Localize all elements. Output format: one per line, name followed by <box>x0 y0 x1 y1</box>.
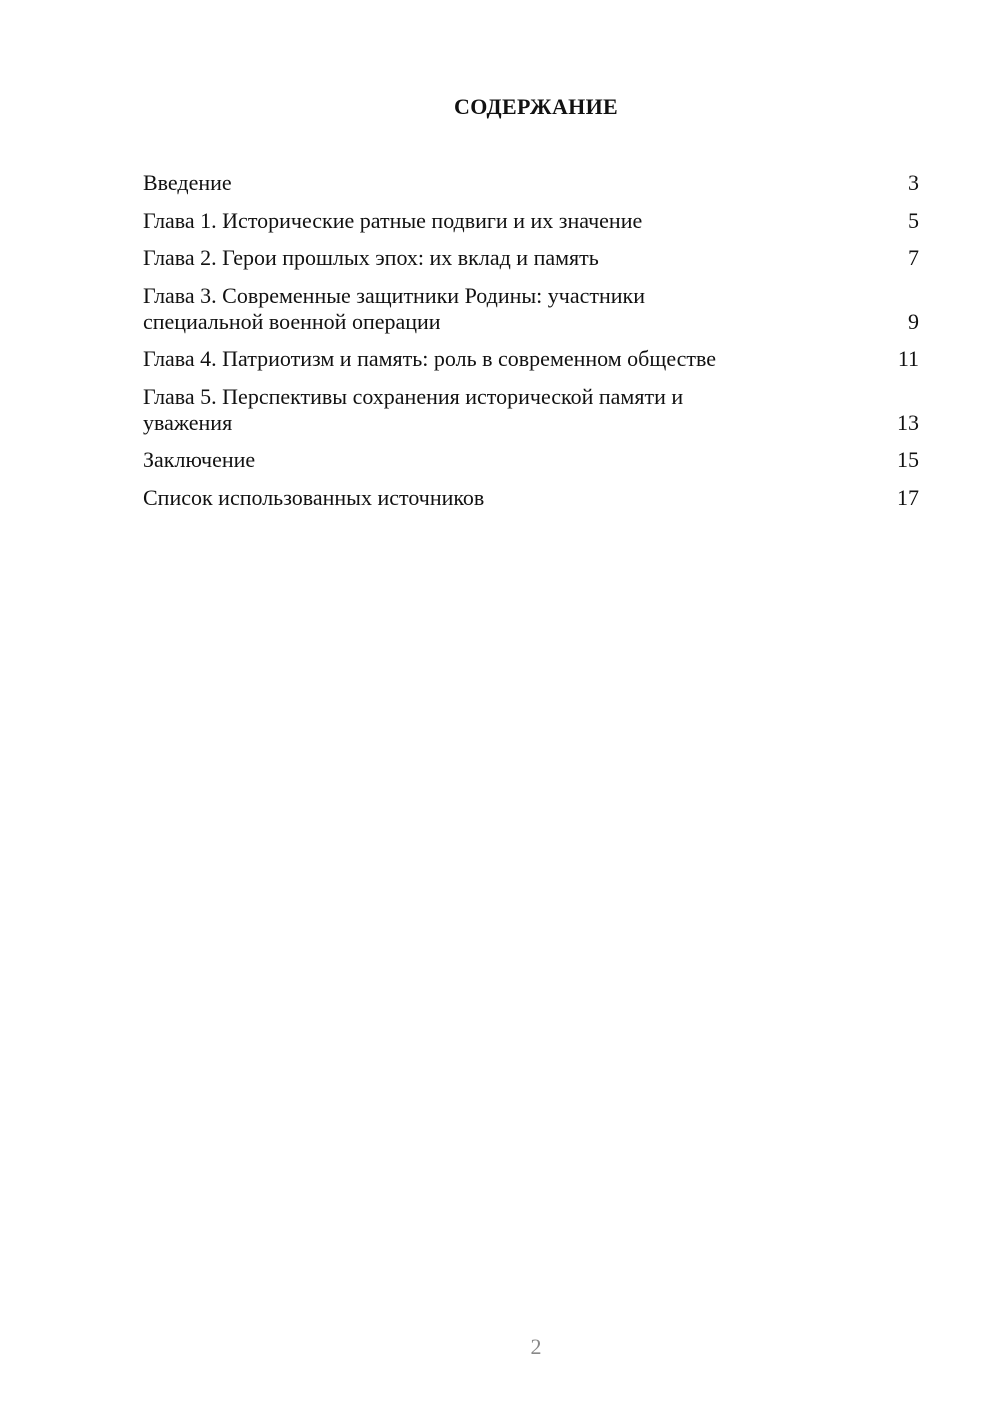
toc-entry-page: 11 <box>897 346 919 371</box>
toc-entry-label: Глава 5. Перспективы сохранения исторической памяти и уважения <box>143 383 684 435</box>
toc-entry-references[interactable] <box>143 485 919 511</box>
toc-entry-label: Глава 1. Исторические ратные подвиги и их значение <box>143 207 643 233</box>
toc-entry-page: 3 <box>908 170 919 195</box>
toc-entry-page: 7 <box>908 245 919 270</box>
toc-entry-label: Глава 3. Современные защитники Родины: участники специальной военной операции <box>143 282 645 334</box>
toc-entry-page: 9 <box>908 308 919 334</box>
toc-entry-chapter-1[interactable] <box>143 208 919 234</box>
toc-entry-chapter-3[interactable] <box>143 283 919 335</box>
toc-entry-chapter-4[interactable] <box>143 346 919 372</box>
toc-entry-conclusion[interactable] <box>143 447 919 473</box>
toc-entry-label: Глава 2. Герои прошлых эпох: их вклад и память <box>143 245 599 270</box>
page-title: СОДЕРЖАНИЕ <box>454 94 618 119</box>
toc-entry-chapter-2[interactable] <box>143 245 919 271</box>
page-number: 2 <box>530 1334 542 1359</box>
toc-entry-page: 15 <box>897 447 919 472</box>
toc-entry-label: Введение <box>143 170 232 195</box>
toc-entry-label: Заключение <box>143 447 256 472</box>
toc-entry-label: Глава 4. Патриотизм и память: роль в современном обществе <box>143 346 717 371</box>
toc-entry-page: 13 <box>897 409 919 435</box>
toc-entry-introduction[interactable] <box>143 170 919 196</box>
table-of-contents <box>143 170 919 522</box>
toc-entry-page: 5 <box>908 207 919 233</box>
toc-entry-label: Список использованных источников <box>143 484 485 510</box>
toc-entry-chapter-5[interactable] <box>143 384 919 436</box>
toc-entry-page: 17 <box>897 484 919 510</box>
